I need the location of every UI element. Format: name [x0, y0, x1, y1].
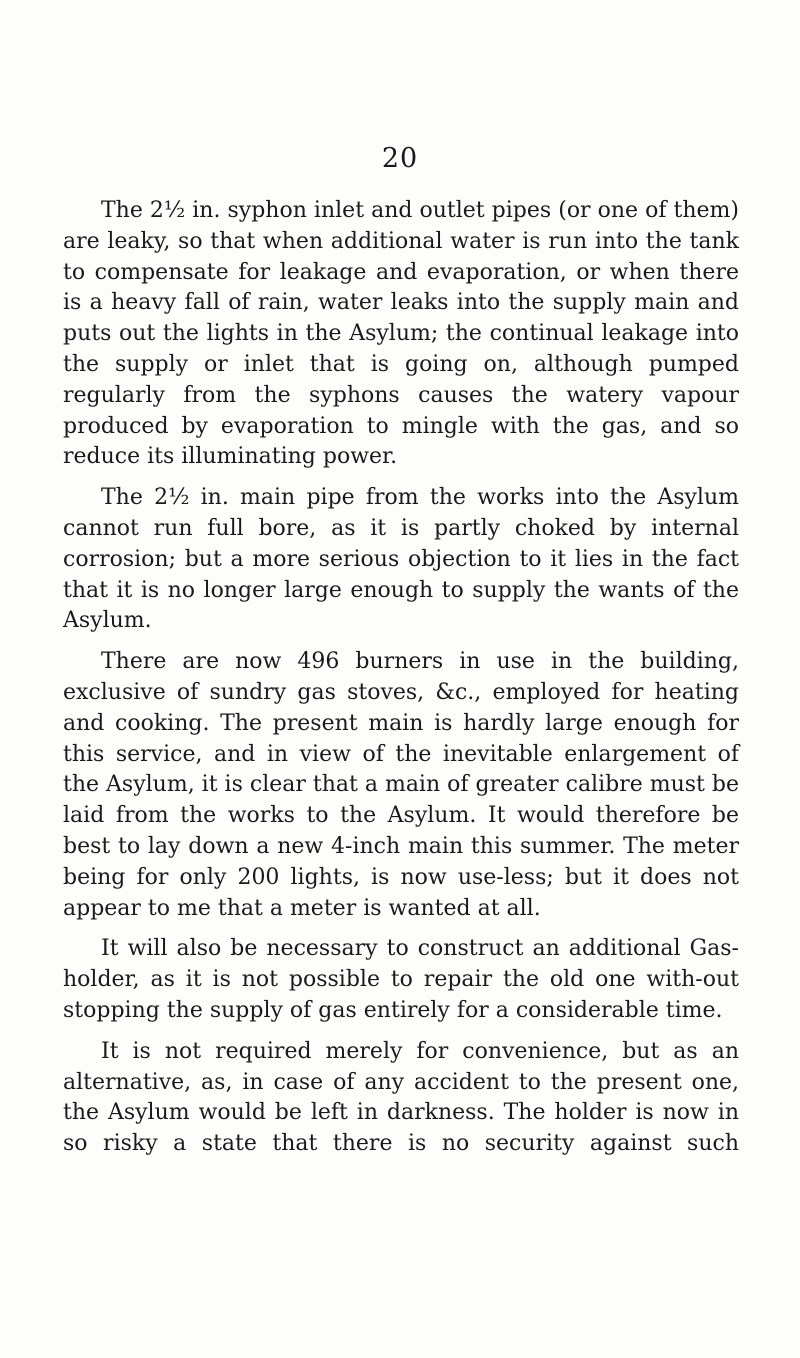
- paragraph-gas-holder: It will also be necessary to construct an additional Gas-holder, as it is not possible to repair the old one with-out stopping the supply of gas entirely for a considerable time.: [63, 936, 739, 1023]
- paragraph-burners: There are now 496 burners in use in the building, exclusive of sundry gas stoves, &c., employed for heating and cooking. The present main is hardly large enough for this service, and in view of the inevitable enlargement of the Asylum, it is clear that a main of greater calibre must be laid from the works to the Asylum. It would therefore be best to lay down a new 4-inch main this summer. The meter being for only 200 lights, is now use-less; but it does not appear to me that a meter is wanted at all.: [63, 649, 739, 921]
- paragraph-main-pipe: The 2½ in. main pipe from the works into the Asylum cannot run full bore, as it is partly choked by internal corrosion; but a more serious objection to it lies in the fact that it is no longer large enough to supply the wants of the Asylum.: [63, 485, 739, 634]
- paragraph-alternative: It is not required merely for convenience, but as an alternative, as, in case of any accident to the present one, the Asylum would be left in darkness. The holder is now in so risky a state that there is no security against such: [63, 1038, 739, 1157]
- page-number: 20: [381, 143, 419, 174]
- body-text: [63, 196, 739, 1170]
- paragraph-syphon-pipes: The 2½ in. syphon inlet and outlet pipes (or one of them) are leaky, so that when additional water is run into the tank to compensate for leakage and evaporation, or when there is a heavy fall of rain, water leaks into the supply main and puts out the lights in the Asylum; the continual leakage into the supply or inlet that is going on, although pumped regularly from the syphons causes the watery vapour produced by evaporation to mingle with the gas, and so reduce its illuminating power.: [63, 198, 739, 470]
